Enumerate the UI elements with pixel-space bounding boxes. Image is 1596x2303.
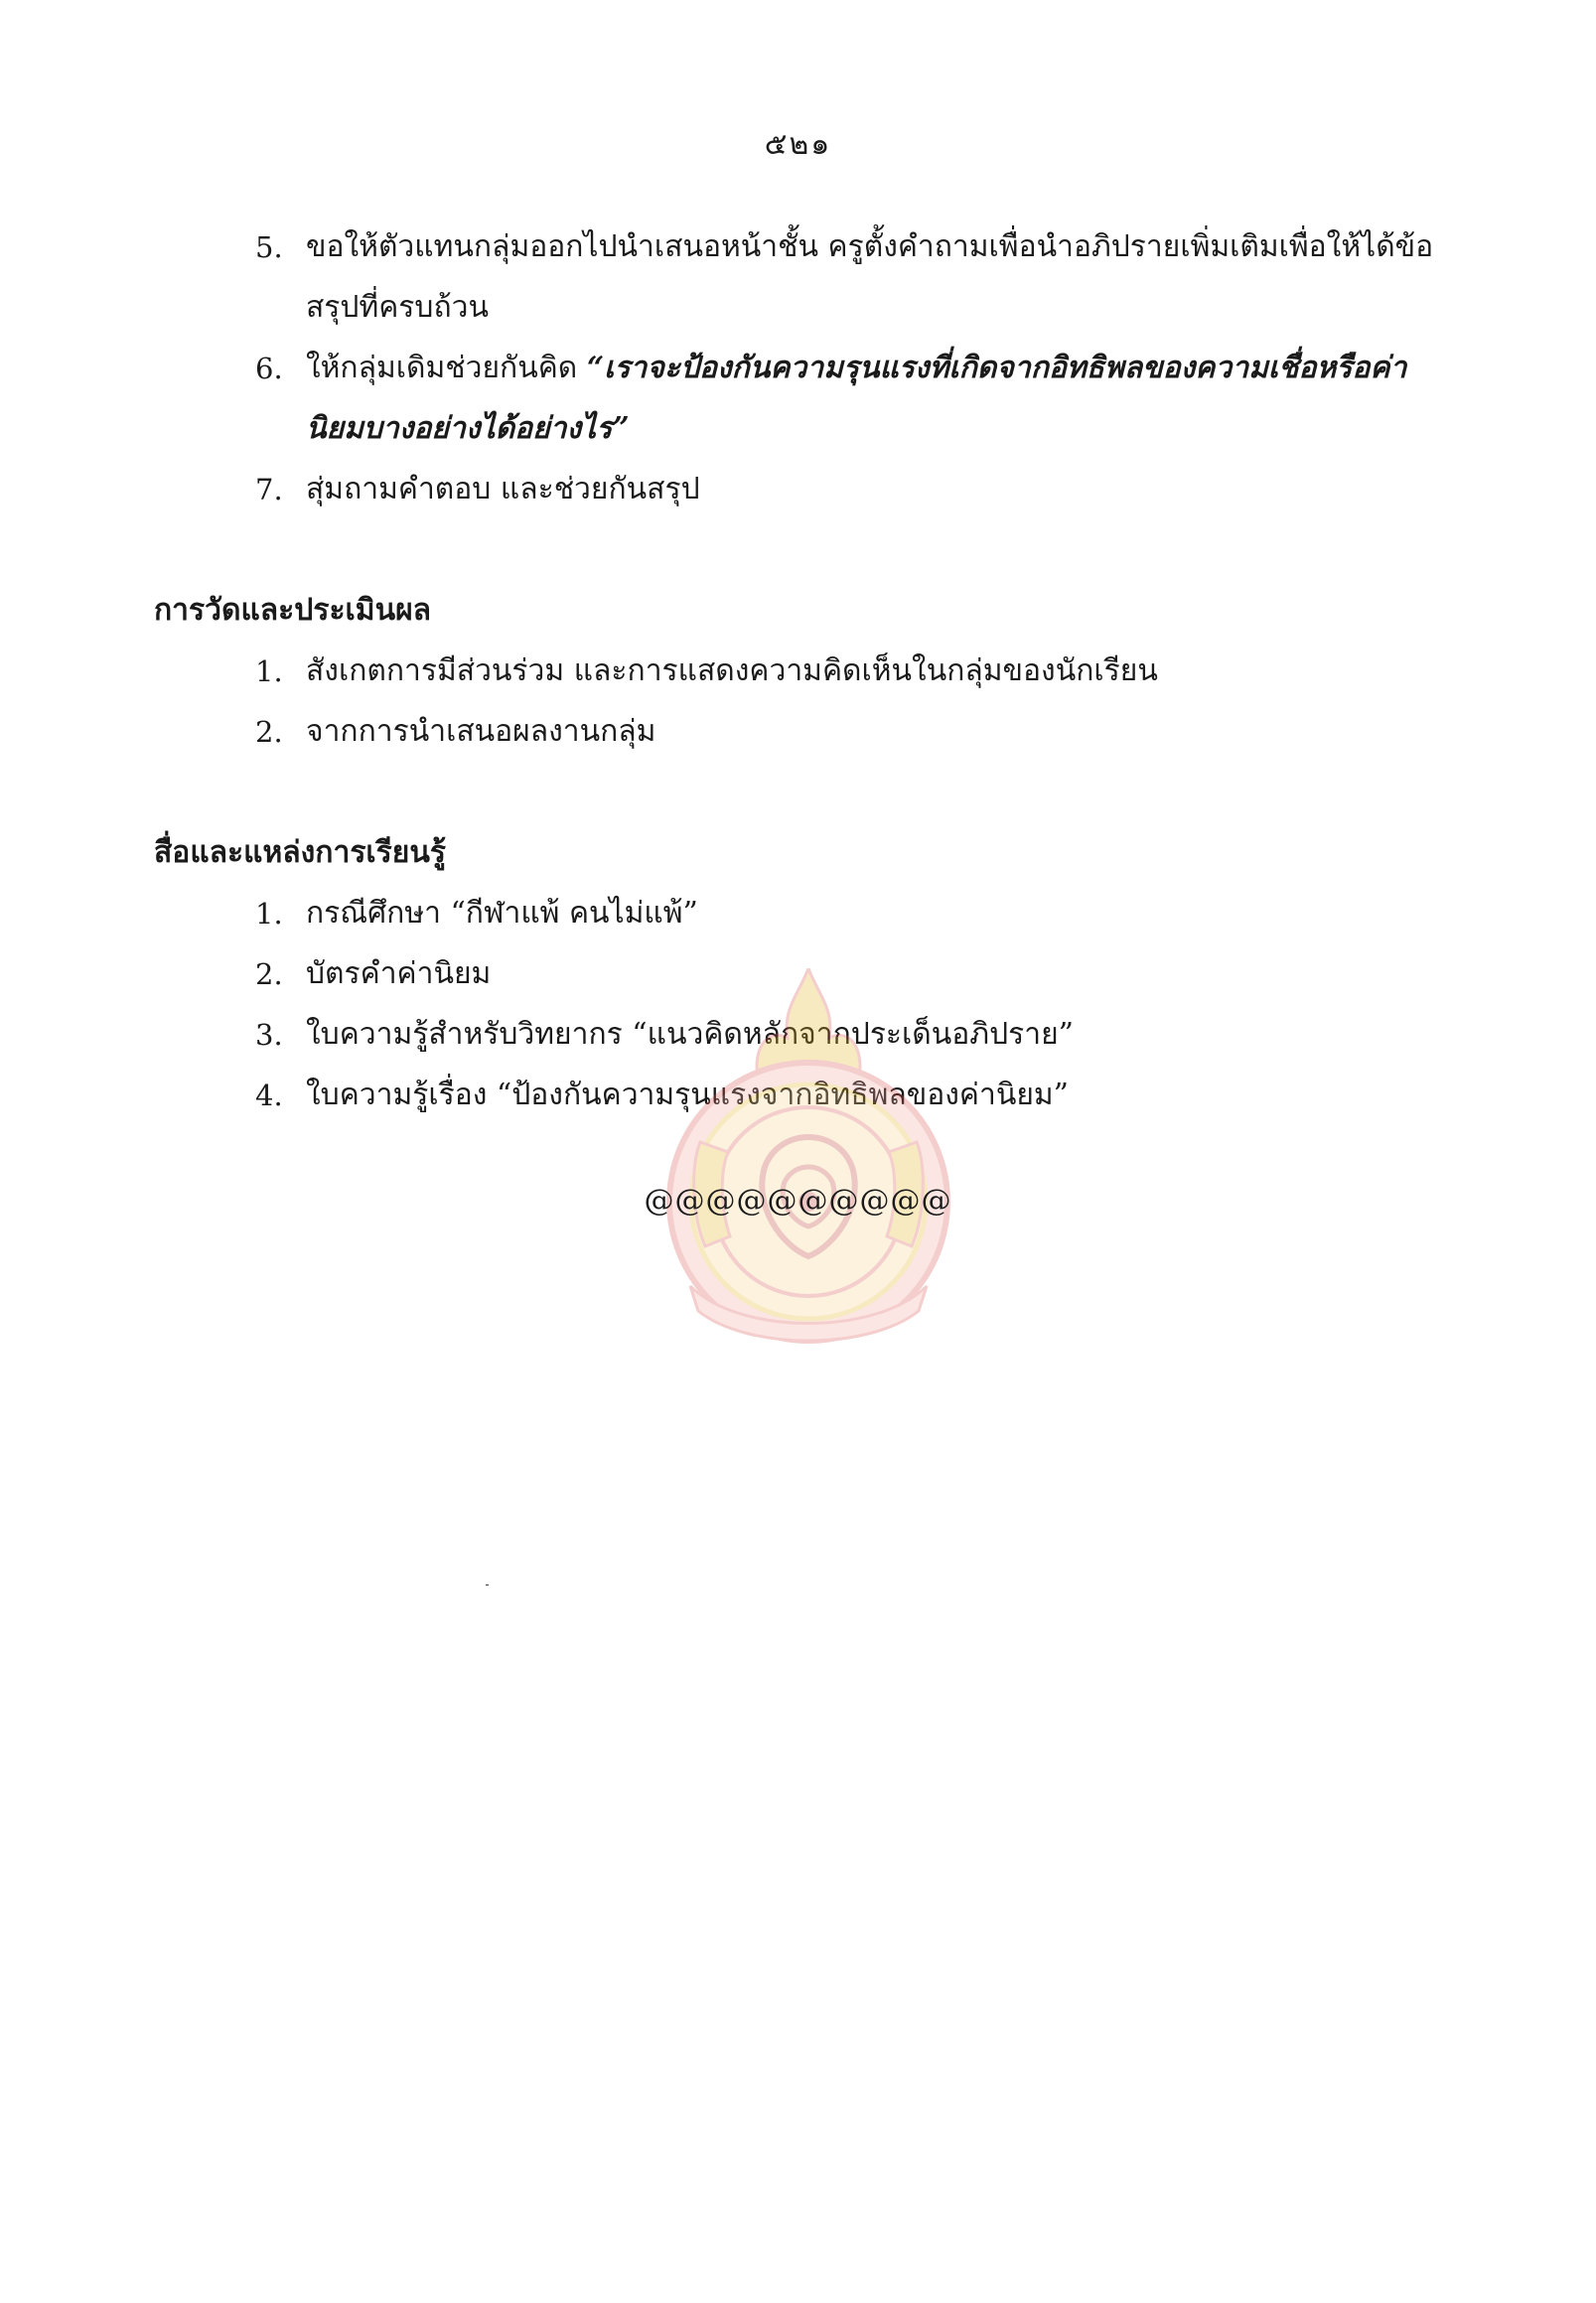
item-number: 7. [255, 473, 283, 506]
item-number: 1. [255, 897, 283, 931]
item-text-plain: ให้กลุ่มเดิมช่วยกันคิด [306, 351, 587, 385]
item-text: กรณีศึกษา “กีฬาแพ้ คนไม่แพ้” [306, 896, 698, 931]
item-text-continuation: สรุปที่ครบถ้วน [306, 290, 489, 325]
item-text-emphasis: “เราจะป้องกันความรุนแรงที่เกิดจากอิทธิพลของความเชื่อหรือค่า [586, 351, 1407, 385]
scan-speck [486, 1584, 489, 1586]
section-heading: สื่อและแหล่งการเรียนรู้ [154, 835, 446, 870]
item-number: 3. [255, 1018, 283, 1052]
item-text: สังเกตการมีส่วนร่วม และการแสดงความคิดเห็นในกลุ่มของนักเรียน [306, 653, 1158, 688]
item-text: ใบความรู้สำหรับวิทยากร “แนวคิดหลักจากประเด็นอภิปราย” [306, 1017, 1074, 1052]
item-number: 6. [255, 352, 283, 385]
item-number: 5. [255, 230, 283, 264]
section-heading: การวัดและประเมินผล [154, 593, 432, 628]
item-text: ใบความรู้เรื่อง “ป้องกันความรุนแรงจากอิทธิพลของค่านิยม” [306, 1078, 1070, 1112]
ministry-seal-icon [660, 968, 956, 1351]
item-text: จากการนำเสนอผลงานกลุ่ม [306, 714, 656, 749]
item-number: 1. [255, 654, 283, 688]
item-text-emphasis-continuation: นิยมบางอย่างได้อย่างไร” [306, 411, 630, 446]
item-text: สุ่มถามคำตอบ และช่วยกันสรุป [306, 472, 700, 506]
item-text: ขอให้ตัวแทนกลุ่มออกไปนำเสนอหน้าชั้น ครูตั้งคำถามเพื่อนำอภิปรายเพิ่มเติมเพื่อให้ได้ข้อ [306, 229, 1434, 264]
item-number: 2. [255, 715, 283, 749]
page-number: ๕๒๑ [764, 127, 832, 162]
end-mark: @@@@@@@@@@ [644, 1184, 952, 1219]
item-text [306, 338, 1406, 399]
item-number: 2. [255, 957, 283, 991]
item-number: 4. [255, 1079, 283, 1112]
item-text: บัตรคำค่านิยม [306, 956, 492, 991]
